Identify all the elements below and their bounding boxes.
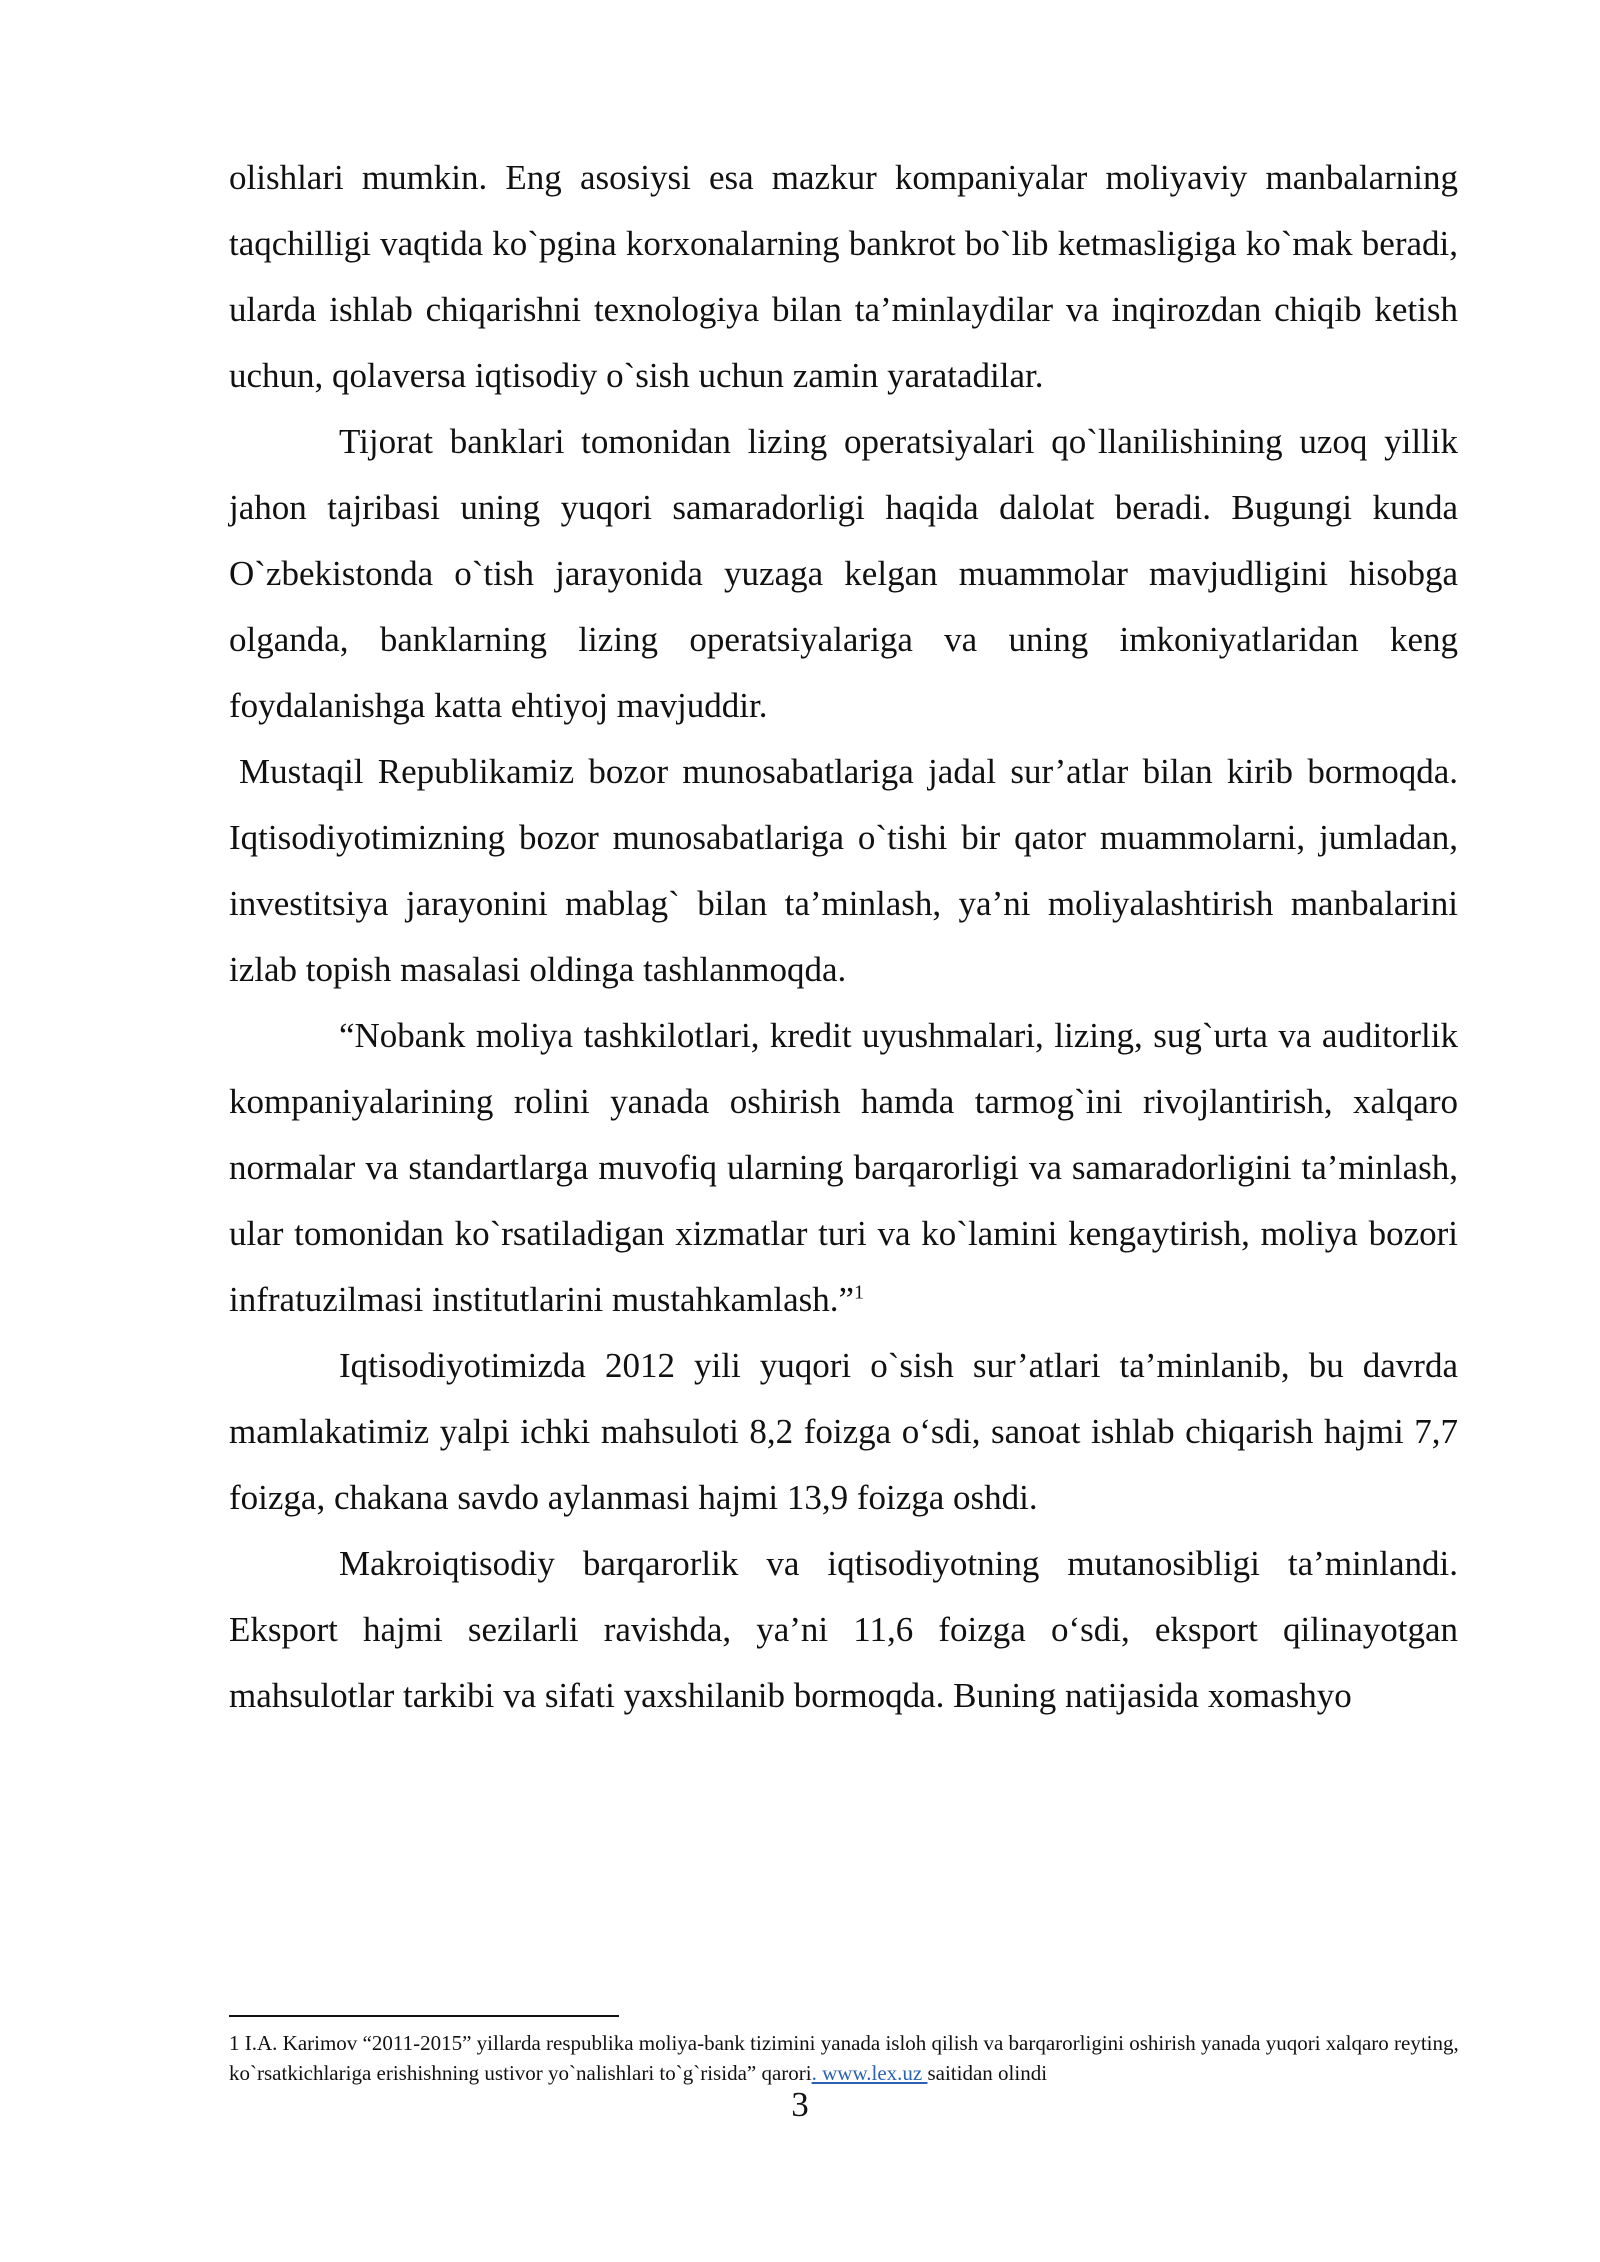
page-number: 3 bbox=[791, 2085, 809, 2124]
footnote-reference[interactable]: 1 bbox=[854, 1281, 865, 1304]
body-text bbox=[229, 145, 1458, 1729]
footnote-link[interactable]: . www.lex.uz bbox=[811, 2061, 928, 2085]
paragraph-1: olishlari mumkin. Eng asosiysi esa mazkur kompaniyalar moliyaviy manbalarning taqchilligi vaqtida ko`pgina korxonalarning bankrot bo`lib ketmasligiga ko`mak beradi, ularda ishlab chiqarishni texnologiya bilan ta’minlaydilar va inqirozdan chiqib ketish uchun, qolaversa iqtisodiy o`sish uchun zamin yaratadilar. bbox=[229, 158, 1458, 395]
footnote-number: 1 bbox=[229, 2031, 240, 2055]
footnote bbox=[229, 2028, 1529, 2088]
footnote-divider bbox=[229, 2015, 619, 2017]
footnote-text: I.A. Karimov “2011-2015” yillarda respublika moliya-bank tizimini yanada isloh qilish va barqarorligini oshirish yanada yuqori xalqaro reyting, ko`rsatkichlariga erishishning ustivor yo`nalishlari to`g`risida” qarori bbox=[229, 2031, 1459, 2085]
paragraph-4 bbox=[229, 1003, 1458, 1333]
paragraph-6: Makroiqtisodiy barqarorlik va iqtisodiyotning mutanosibligi ta’minlandi. Eksport hajmi sezilarli ravishda, ya’ni 11,6 foizga o‘sdi, eksport qilinayotgan mahsulotlar tarkibi va sifati yaxshilanib bormoqda. Buning natijasida xomashyo bbox=[229, 1544, 1458, 1715]
paragraph-3: Mustaqil Republikamiz bozor munosabatlariga jadal sur’atlar bilan kirib bormoqda. Iqtisodiyotimizning bozor munosabatlariga o`tishi bir qator muammolarni, jumladan, investitsiya jarayonini mablag` bilan ta’minlash, ya’ni moliyalashtirish manbalarini izlab topish masalasi oldinga tashlanmoqda. bbox=[229, 752, 1458, 989]
paragraph-2: Tijorat banklari tomonidan lizing operatsiyalari qo`llanilishining uzoq yillik jahon tajribasi uning yuqori samaradorligi haqida dalolat beradi. Bugungi kunda O`zbekistonda o`tish jarayonida yuzaga kelgan muammolar mavjudligini hisobga olganda, banklarning lizing operatsiyalariga va uning imkoniyatlaridan keng foydalanishga katta ehtiyoj mavjuddir. bbox=[229, 422, 1458, 725]
paragraph-5: Iqtisodiyotimizda 2012 yili yuqori o`sish sur’atlari ta’minlanib, bu davrda mamlakatimiz yalpi ichki mahsuloti 8,2 foizga o‘sdi, sanoat ishlab chiqarish hajmi 7,7 foizga, chakana savdo aylanmasi hajmi 13,9 foizga oshdi. bbox=[229, 1346, 1458, 1517]
paragraph-4-text: “Nobank moliya tashkilotlari, kredit uyushmalari, lizing, sug`urta va auditorlik kompaniyalarining rolini yanada oshirish hamda tarmog`ini rivojlantirish, xalqaro normalar va standartlarga muvofiq ularning barqarorligi va samaradorligini ta’minlash, ular tomonidan ko`rsatiladigan xizmatlar turi va ko`lamini kengaytirish, moliya bozori infratuzilmasi institutlarini mustahkamlash.” bbox=[229, 1016, 1458, 1319]
footnote-source-text: saitidan olindi bbox=[927, 2061, 1048, 2085]
